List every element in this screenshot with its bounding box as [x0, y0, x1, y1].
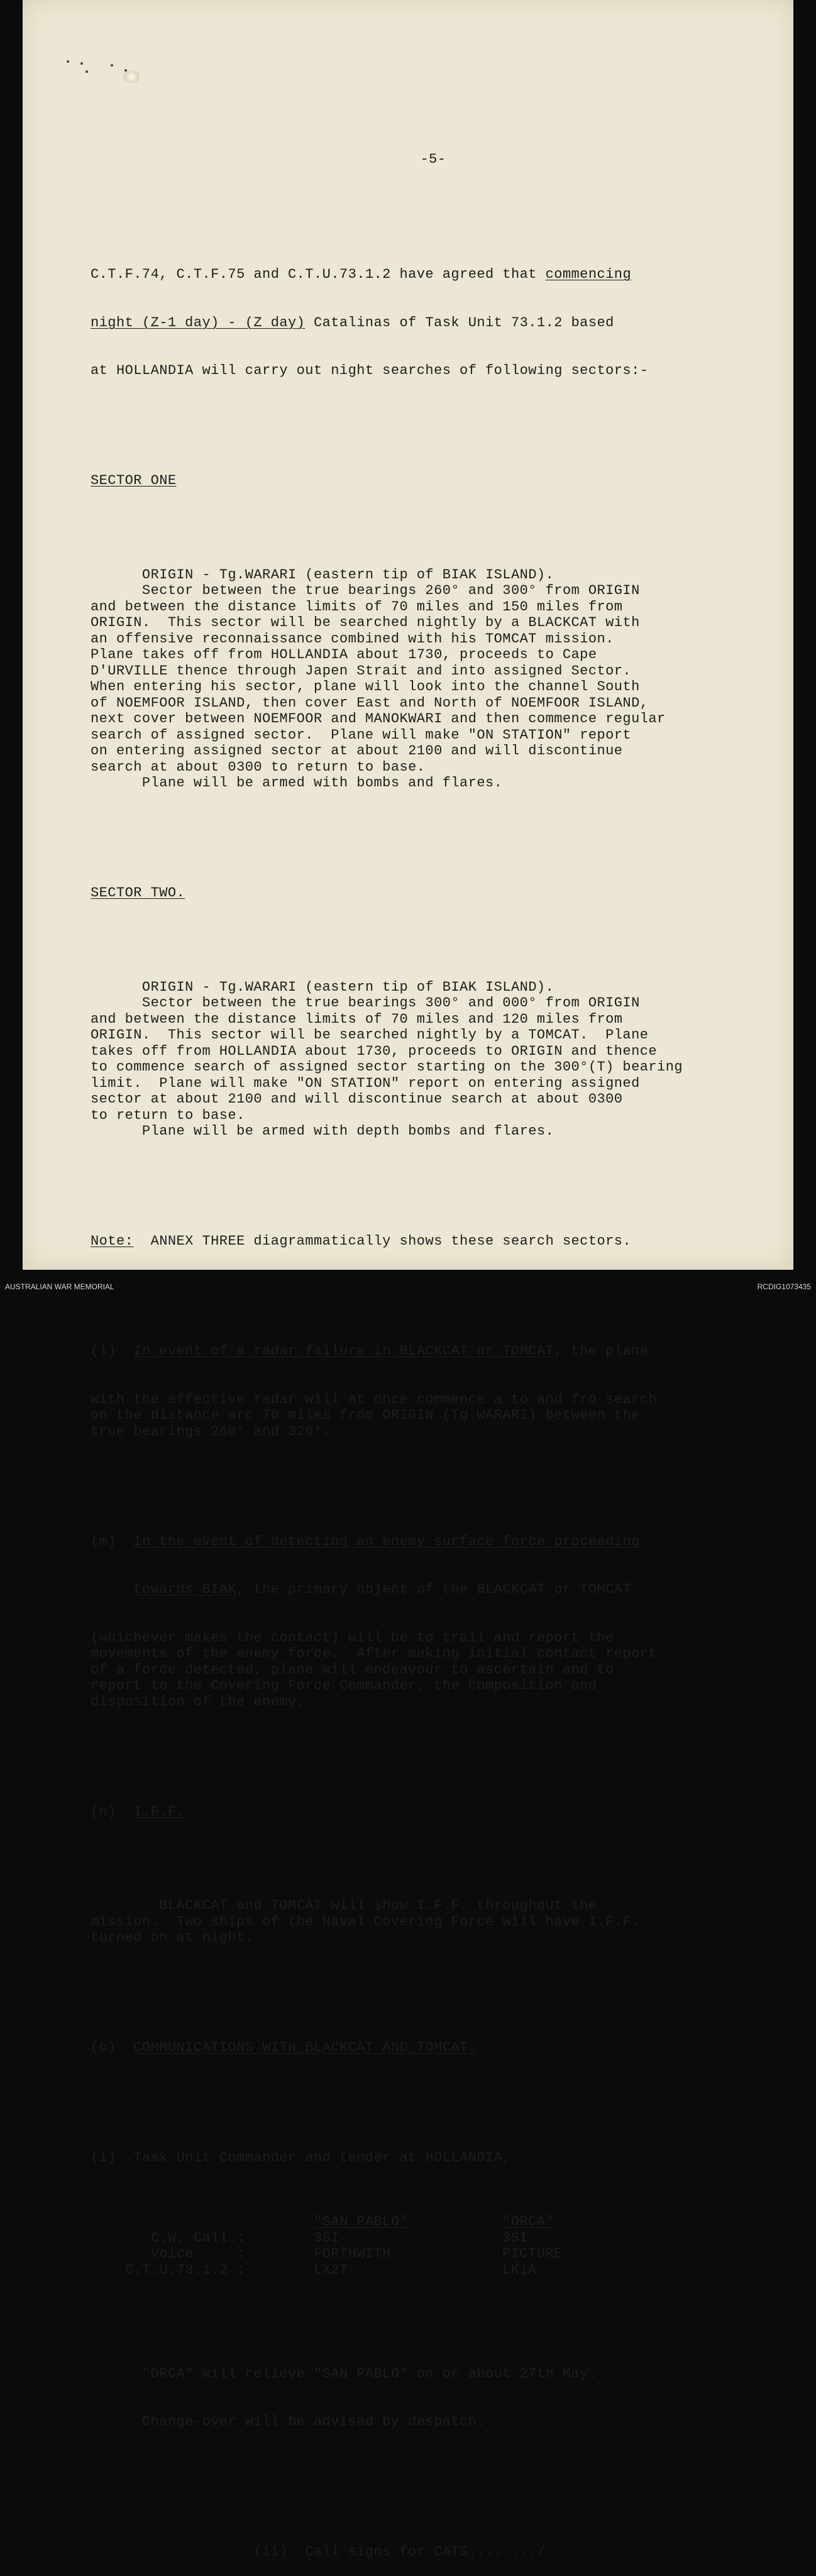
- call-table-cell: 3SI: [502, 2230, 528, 2246]
- note-line: Note: ANNEX THREE diagrammatically shows these search sectors.: [91, 1233, 632, 1249]
- para-o-heading: (o) COMMUNICATIONS WITH BLACKCAT AND TOMCAT.: [91, 2040, 477, 2056]
- sector-one-line: on entering assigned sector at about 2100 and will discontinue: [91, 743, 623, 759]
- call-table-cell: PICTURE: [502, 2246, 563, 2262]
- punch-mark: [80, 62, 83, 65]
- sector-two-line: takes off from HOLLANDIA about 1730, proceeds to ORIGIN and thence: [91, 1043, 658, 1059]
- para-m-first-line: (m) In the event of detecting an enemy surface force proceeding: [91, 1533, 640, 1549]
- para-n-heading: (n) I.F.F.: [91, 1803, 185, 1820]
- sector-two-line: ORIGIN - Tg.WARARI (eastern tip of BIAK ISLAND).: [91, 979, 554, 995]
- sector-two-line: to commence search of assigned sector starting on the 300°(T) bearing: [91, 1059, 683, 1075]
- sector-one-line: search at about 0300 to return to base.: [91, 759, 426, 775]
- sector-one-line: Plane will be armed with bombs and flares.: [91, 775, 503, 791]
- para-m-second-line: towards BIAK, the primary object of the BLACKCAT or TOMCAT: [133, 1582, 632, 1597]
- intro-line-1: C.T.F.74, C.T.F.75 and C.T.U.73.1.2 have agreed that commencing: [91, 267, 632, 282]
- sector-one-heading: SECTOR ONE: [91, 473, 177, 488]
- para-m-body: [91, 1630, 776, 1710]
- relief-line-1: "ORCA" will relieve "SAN PABLO" on or about 27th May.: [91, 2365, 597, 2382]
- page-number: -5-: [420, 151, 446, 167]
- para-m-line: disposition of the enemy.: [91, 1693, 306, 1710]
- typed-text-body: [91, 119, 776, 2576]
- sector-one-line: When entering his sector, plane will look into the channel South: [91, 679, 640, 695]
- archive-footer: [0, 1279, 816, 1296]
- sector-one-body: [91, 567, 776, 791]
- call-table-label: Voice. :: [125, 2246, 246, 2262]
- para-l-line: with the effective radar will at once commence a to and fro search: [91, 1391, 658, 1407]
- sector-two-line: Plane will be armed with depth bombs and flares.: [91, 1123, 554, 1139]
- para-m-line: report to the Covering Force Commander, the composition and: [91, 1678, 597, 1693]
- relief-line-2: Change-over will be advised by despatch.: [91, 2414, 485, 2430]
- intro-line-3: at HOLLANDIA will carry out night searches of following sectors:-: [91, 363, 649, 378]
- punch-mark: [111, 64, 113, 67]
- para-m-line: (whichever makes the contact) will be to trail and report the: [91, 1629, 614, 1646]
- sector-two-line: and between the distance limits of 70 miles and 120 miles from: [91, 1011, 623, 1027]
- para-l-line: true bearings 260° and 320°.: [91, 1423, 331, 1439]
- sector-one-line: and between the distance limits of 70 miles and 150 miles from: [91, 598, 623, 615]
- sector-one-line: ORIGIN. This sector will be searched nightly by a BLACKCAT with: [91, 615, 640, 630]
- para-m-line: of a force detected, plane will endeavour to ascertain and to: [91, 1661, 614, 1678]
- sector-one-line: an offensive reconnaissance combined with his TOMCAT mission.: [91, 630, 614, 647]
- sector-two-line: limit. Plane will make "ON STATION" report on entering assigned: [91, 1075, 640, 1091]
- punch-marks: [67, 60, 161, 92]
- sector-two-line: Sector between the true bearings 300° and 000° from ORIGIN: [91, 995, 640, 1011]
- call-table-cell: FORTHWITH: [314, 2246, 391, 2262]
- para-n-body: [91, 1898, 776, 1946]
- para-i-line: (i) Task Unit Commander and tender at HOLLANDIA,: [91, 2150, 511, 2166]
- para-n-line: BLACKCAT and TOMCAT will show I.F.F. throughout the: [91, 1898, 597, 1913]
- para-n-line: mission. Two ships of the Naval Covering Force will have I.F.F.: [91, 1913, 640, 1930]
- call-table-header-blank: [125, 2214, 314, 2230]
- call-table-cell: LX2T: [314, 2262, 348, 2278]
- sector-one-line: search of assigned sector. Plane will make "ON STATION" report: [91, 727, 632, 743]
- punch-mark: [85, 70, 88, 73]
- call-sign-table: [125, 2214, 776, 2278]
- call-table-header-san-pablo: "SAN PABLO": [314, 2214, 409, 2230]
- para-l-line: on the distance arc 70 miles from ORIGIN (Tg.WARARI) between the: [91, 1407, 640, 1423]
- footer-source: AUSTRALIAN WAR MEMORIAL: [5, 1282, 114, 1291]
- sector-one-line: Sector between the true bearings 260° and 300° from ORIGIN: [91, 583, 640, 598]
- sector-two-line: ORIGIN. This sector will be searched nightly by a TOMCAT. Plane: [91, 1027, 649, 1043]
- call-table-cell: 3SI: [314, 2230, 339, 2246]
- call-table-label: C.T.U.73.1.2 :: [125, 2262, 246, 2278]
- sector-one-line: ORIGIN - Tg.WARARI (eastern tip of BIAK ISLAND).: [91, 566, 554, 583]
- sector-two-line: to return to base.: [91, 1107, 245, 1123]
- para-l-body: [91, 1392, 776, 1440]
- para-m-line: movements of the enemy force. After making initial contact report: [91, 1646, 658, 1661]
- sector-two-line: sector at about 2100 and will discontinue search at about 0300: [91, 1091, 623, 1107]
- call-table-cell: LK1A: [502, 2262, 537, 2278]
- continuation-line: (ii) Call signs for CATS......../: [91, 2544, 546, 2560]
- footer-record-id: RCDIG1073435: [757, 1282, 811, 1291]
- call-table-label: C.W. Call.:: [125, 2230, 246, 2246]
- call-table-header-orca: "ORCA": [502, 2214, 554, 2230]
- paper-smudge: [123, 70, 140, 83]
- sector-two-heading: SECTOR TWO.: [91, 885, 185, 901]
- sector-one-line: D'URVILLE thence through Japen Strait and into assigned Sector.: [91, 663, 632, 679]
- sector-one-line: of NOEMFOOR ISLAND, then cover East and North of NOEMFOOR ISLAND,: [91, 695, 649, 711]
- sector-one-line: Plane takes off from HOLLANDIA about 1730, proceeds to Cape: [91, 647, 597, 663]
- punch-mark: [67, 60, 69, 63]
- intro-line-2: night (Z-1 day) - (Z day) Catalinas of Task Unit 73.1.2 based: [91, 314, 614, 331]
- para-n-line: turned on at night.: [91, 1930, 254, 1946]
- sector-one-line: next cover between NOEMFOOR and MANOKWARI and then commence regular: [91, 711, 666, 727]
- sector-two-body: [91, 979, 776, 1140]
- para-l-first-line: (l) In event of a radar failure in BLACKCAT or TOMCAT, the plane: [91, 1343, 649, 1359]
